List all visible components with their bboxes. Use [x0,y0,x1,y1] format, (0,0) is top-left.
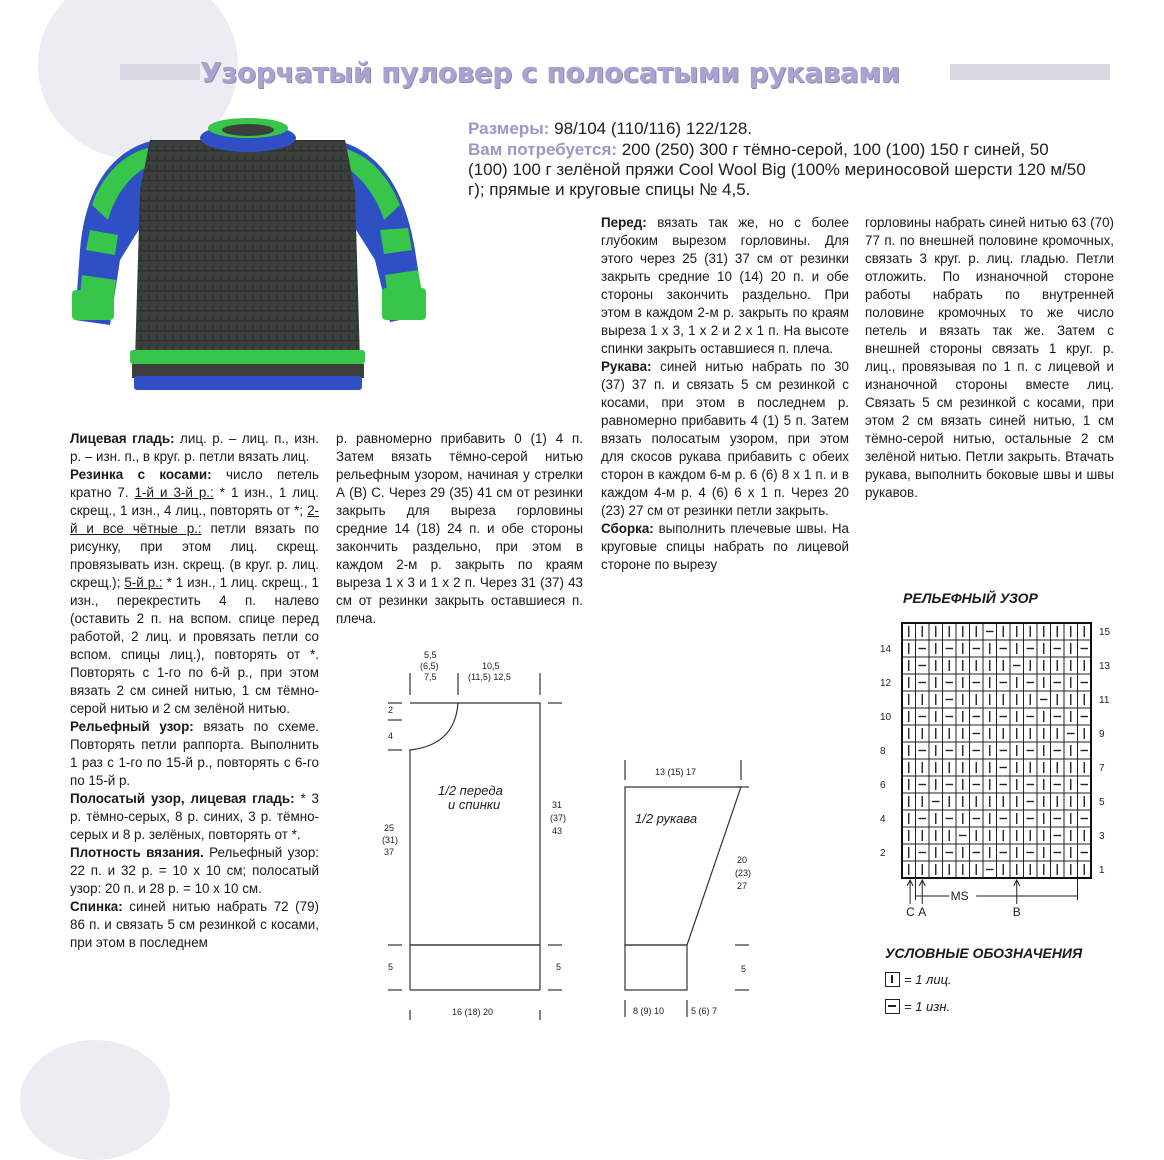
row-label-right: 3 [1099,831,1105,842]
assembly-continued-text: горловины набрать синей нитью 63 (70) 77 п. по внешней половине кромочных, связать 3 круг. р. лиц. гладью. Петли отложить. По изнаночной стороне работы набрать по внутренней половине кромочных то же число петель и вязать так же. Затем с внешней стороны связать 1 круг. р. лиц., провязывая по 1 п. с лицевой и изнаночной стороны вместе лиц. Связать 5 см резинкой с косами, при этом 2 см вязать синей нитью, 1 см тёмно-серой нитью, остальные 2 см зелёной нитью. Петли закрыть. Втачать рукава, выполнить боковые швы и швы рукавов. [865,215,1114,500]
assembly-text: выполнить плечевые швы. На круговые спицы набрать по лицевой стороне по вырезу [601,521,849,572]
row-label-right: 15 [1099,627,1111,638]
sleeve-bottom-b: 5 (6) 7 [691,1006,718,1016]
left-height-3: 37 [384,847,395,857]
neck-width-3: 7,5 [424,672,437,682]
back-text: синей нитью набрать 72 (79) 86 п. и связать 5 см резинкой с косами, при этом в последнем [70,899,319,950]
body-label-line2: и спинки [448,797,501,812]
sleeve-height-3: 27 [737,881,748,891]
row-label-left: 14 [880,644,892,655]
neck-width-2: (6,5) [420,661,439,671]
front-text: вязать так же, но с более глубоким вырезом горловины. Для этого через 25 (31) 37 см от резинки закрыть средние 10 (14) 20 п. и обе стороны закончить раздельно. При этом в каждом 2-м р. закрыть по краям выреза 1 х 3, 1 х 2 и 2 х 1 п. На высоте спинки закрыть оставшиеся п. плеча. [601,215,849,356]
assembly-label: Сборка: [601,521,654,536]
row-label-right: 1 [1099,865,1105,876]
row-label-left: 6 [880,780,886,791]
sleeve-height-1: 20 [737,855,748,865]
sizes-line [468,119,1088,139]
sleeve-label: 1/2 рукава [635,811,698,826]
text-column-2 [336,430,583,628]
row-label-left: 2 [880,848,886,859]
text-column-4 [865,214,1114,502]
row-label-left: 12 [880,678,892,689]
legend-title: УСЛОВНЫЕ ОБОЗНАЧЕНИЯ [885,945,1083,961]
start-letter: C [906,905,915,919]
row-label-right: 9 [1099,729,1105,740]
rib-cable-text-b: * 1 изн., 1 лиц. скрещ., 1 изн., 4 лиц., повторять от *; [70,485,319,518]
body-label-line1: 1/2 переда [438,783,503,798]
sleeves-text: синей нитью набрать по 30 (37) 37 п. и связать 5 см резинкой с косами, при этом в последнем р. равномерно прибавить 4 (1) 5 п. Затем вязать полосатым узором, при этом для скосов рукава прибавить с обеих сторон в каждом 6-м р. 6 (6) 8 х 1 п. и в каждом 4-м р. 4 (6) 6 х 1 п. Через 20 (23) 27 см от резинки петли закрыть. [601,359,849,518]
sleeve-top-width: 13 (15) 17 [655,767,697,777]
rib-cable-label: Резинка с косами: [70,467,212,482]
neck-depth-front: 4 [388,731,394,741]
front-label: Перед: [601,215,647,230]
stripe-label: Полосатый узор, лицевая гладь: [70,791,295,806]
gauge-label: Плотность вязания. [70,845,204,860]
rib-cable-text-a: число петель кратно 7. [70,467,319,500]
row-label-right: 5 [1099,797,1105,808]
right-height-2: (37) [550,813,567,823]
rib-cable-row5: 5-й р.: [124,575,163,590]
back-label: Спинка: [70,899,123,914]
relief-label: Рельефный узор: [70,719,194,734]
neck-width-1: 5,5 [424,650,437,660]
legend-purl [885,999,950,1014]
start-letter: A [918,905,927,919]
sleeve-schematic [615,755,760,1025]
left-height-1: 25 [384,823,395,833]
start-letter: B [1012,905,1021,919]
row-label-right: 7 [1099,763,1105,774]
text-column-1 [70,430,319,952]
relief-text: вязать по схеме. Повторять петли раппорта. Выполнить 1 раз с 1-го по 15-й р., повторять с 6-го по 15-й р. [70,719,319,788]
stockinette-text: лиц. р. – лиц. п., изн. р. – изн. п., в круг. р. петли вязать лиц. [70,431,320,464]
row-label-left: 8 [880,746,886,757]
sweater-photo [60,110,455,420]
relief-chart [875,620,1120,925]
ms-label: MS [950,889,969,903]
shoulder-width-1: 10,5 [482,661,500,671]
sleeve-rib-height: 5 [741,964,747,974]
materials-label: Вам потребуется: [468,140,618,159]
page-title: Узорчатый пуловер с полосатыми рукавами [200,56,900,89]
rib-cable-text-d: * 1 изн., 1 лиц. скрещ., 1 изн., перекрестить 4 п. налево (оставить 2 п. на вспом. спице перед работой, 2 лиц. и провязать петли со вспом. спицы лиц.), повторять от *. Повторять с 1-го по 6-й р., при этом вязать 2 см синей нитью, 1 см тёмно-серой нитью и 2 см зелёной нитью. [70,575,319,716]
body-schematic [380,645,590,1025]
decor-circle-bottom [20,1040,170,1160]
right-rib-height: 5 [556,962,562,972]
legend-knit-text: = 1 лиц. [904,972,952,987]
row-label-left: 4 [880,814,886,825]
right-height-3: 43 [552,826,563,836]
neck-depth-back: 2 [388,705,394,715]
rib-cable-row2: 2-й и все чётные р.: [70,503,319,536]
back-continued-text: р. равномерно прибавить 0 (1) 4 п. Затем вязать тёмно-серой нитью рельефным узором, начиная у стрелки А (В) С. Через 29 (35) 41 см от резинки закрыть для выреза горловины средние 14 (18) 24 п. и обе стороны закончить раздельно, при этом в каждом 2-м р. закрыть по краям выреза 1 х 3 и 1 х 2 п. Через 31 (37) 43 см от резинки закрыть оставшиеся п. плеча. [336,431,583,626]
sleeves-label: Рукава: [601,359,652,374]
sizes-label: Размеры: [468,119,550,138]
knit-symbol-icon [885,972,900,987]
left-rib-height: 5 [388,962,394,972]
rib-cable-row1: 1-й и 3-й р.: [134,485,214,500]
shoulder-width-2: (11,5) 12,5 [468,672,511,682]
right-height-1: 31 [552,800,563,810]
row-label-right: 11 [1099,695,1110,706]
legend-purl-text: = 1 изн. [904,999,951,1014]
row-label-left: 10 [880,712,892,723]
text-column-3 [601,214,849,574]
stockinette-label: Лицевая гладь: [70,431,175,446]
gauge-text: Рельефный узор: 22 п. и 32 р. = 10 х 10 см; полосатый узор: 20 п. и 28 р. = 10 х 10 см. [70,845,319,896]
sleeve-bottom-a: 8 (9) 10 [633,1006,665,1016]
purl-symbol-icon [885,999,900,1014]
relief-chart-title: РЕЛЬЕФНЫЙ УЗОР [903,590,1038,606]
sleeve-height-2: (23) [735,868,752,878]
sizes-value: 98/104 (110/116) 122/128. [549,119,752,138]
title-band-left [120,64,200,80]
legend-knit [885,972,952,987]
left-height-2: (31) [382,835,399,845]
body-width: 16 (18) 20 [452,1007,494,1017]
materials-value: 200 (250) 300 г тёмно-серой, 100 (100) 150 г синей, 50 (100) 100 г зелёной пряжи Cool Wool Big (100% мериносовой шерсти 120 м/50 г); прямые и круговые спицы № 4,5. [468,140,1086,199]
stripe-text: * 3 р. тёмно-серых, 8 р. синих, 3 р. тёмно-серых и 8 р. зелёных, повторять от *. [70,791,319,842]
title-band-right [950,64,1110,80]
materials-line [468,140,1088,200]
rib-cable-text-c: петли вязать по рисунку, при этом лиц. скрещ. провязывать изн. скрещ. (в круг. р. лиц. скрещ.); [70,521,319,590]
row-label-right: 13 [1099,661,1111,672]
